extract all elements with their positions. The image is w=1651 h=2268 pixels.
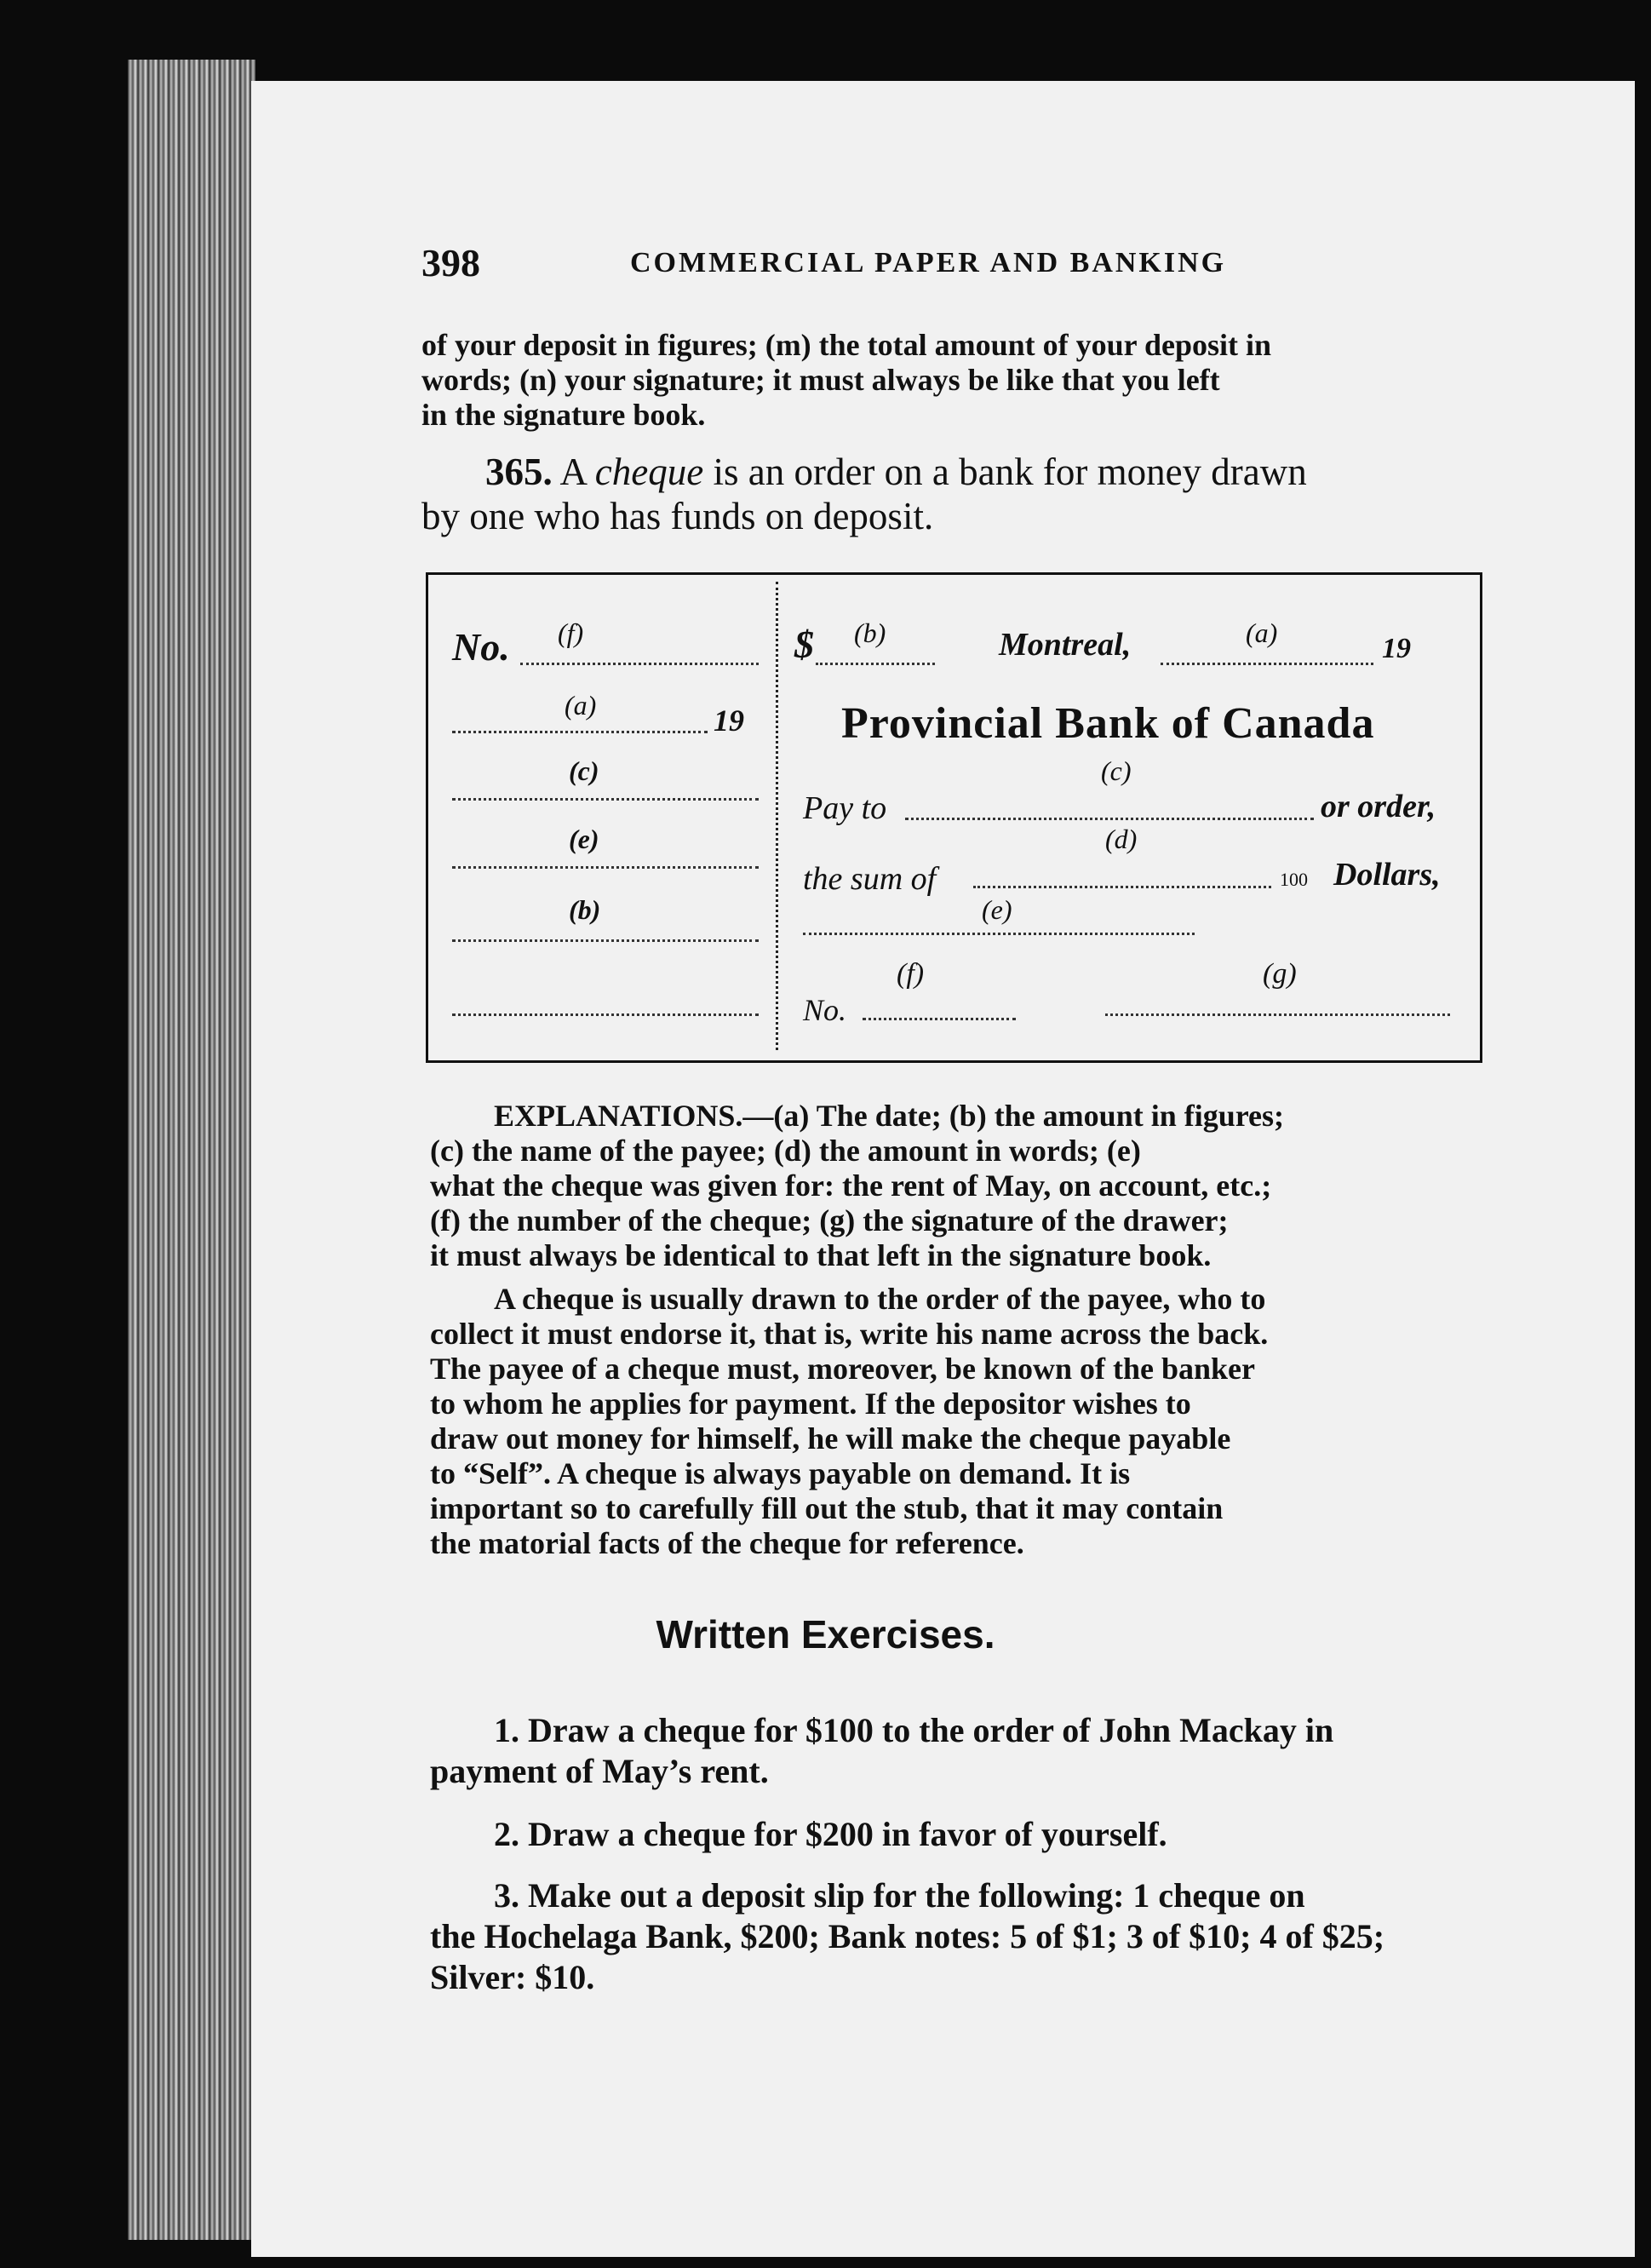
dollars-label: Dollars, [1333,857,1441,893]
main-field-a: (a) [1246,617,1278,648]
main-field-g: (g) [1263,958,1297,990]
note-line: draw out money for himself, he will make the cheque payable [430,1421,1231,1456]
city-name: Montreal, [999,627,1132,663]
exercise-line: 3. Make out a deposit slip for the following: 1 cheque on [494,1876,1305,1915]
note-line: the matorial facts of the cheque for reference. [430,1526,1024,1560]
main-field-c: (c) [1101,755,1132,786]
stub-line [452,1013,759,1016]
intro-line: words; (n) your signature; it must always be like that you left [421,363,1220,397]
stub-no-label: No. [452,625,510,669]
explanation-line: it must always be identical to that left in the signature book. [430,1238,1212,1272]
note-line: to “Self”. A cheque is always payable on demand. It is [430,1456,1131,1490]
stub-field-e: (e) [569,824,599,854]
main-field-b: (b) [854,617,886,648]
definition-text-before: A [559,451,586,493]
stub-year: 19 [714,703,744,738]
payee-line [905,818,1314,820]
main-year: 19 [1382,633,1411,664]
stub-field-c: (c) [569,755,599,786]
bank-name: Provincial Bank of Canada [841,699,1375,748]
cheque-form [426,572,1482,1063]
cheque-definition [421,450,1486,538]
sum-line [973,886,1271,888]
section-number: 365. [485,451,553,493]
stub-field-b: (b) [569,894,601,925]
exercise-1 [430,1710,1490,1792]
main-field-f: (f) [897,958,925,990]
stub-line [452,798,759,801]
definition-line-2: by one who has funds on deposit. [421,495,934,537]
pay-to-label: Pay to [803,790,887,826]
exercise-3 [430,1875,1490,1998]
main-field-e: (e) [982,894,1012,925]
intro-line: of your deposit in figures; (m) the total amount of your deposit in [421,328,1272,362]
note-line: The payee of a cheque must, moreover, be known of the banker [430,1352,1255,1386]
date-line [1161,663,1373,665]
book-page-edges [128,60,255,2240]
intro-paragraph [421,328,1486,433]
definition-text-after: is an order on a bank for money drawn [713,451,1307,493]
explanation-line: EXPLANATIONS.—(a) The date; (b) the amount in figures; [494,1099,1285,1133]
exercise-line: 2. Draw a cheque for $200 in favor of yourself. [494,1815,1167,1853]
cheque-number-line [863,1018,1016,1020]
hundredths: 100 [1280,869,1308,890]
main-no-label: No. [803,993,847,1027]
exercises-heading: Written Exercises. [656,1612,995,1657]
stub-line [452,939,759,942]
page-number: 398 [421,241,480,284]
dollar-sign: $ [794,623,814,666]
purpose-line [803,933,1195,935]
exercise-line: payment of May’s rent. [430,1752,769,1790]
explanations-paragraph [430,1099,1490,1273]
exercise-line: 1. Draw a cheque for $100 to the order of John Mackay in [494,1711,1334,1749]
stub-line [452,731,708,733]
note-line: important so to carefully fill out the stub, that it may contain [430,1491,1224,1525]
intro-line: in the signature book. [421,398,706,432]
stub-field-a: (a) [565,690,597,721]
stub-line [520,663,759,665]
explanation-line: what the cheque was given for: the rent of May, on account, etc.; [430,1168,1272,1203]
explanation-line: (f) the number of the cheque; (g) the signature of the drawer; [430,1203,1229,1237]
cheque-note-paragraph [430,1282,1490,1561]
running-title: COMMERCIAL PAPER AND BANKING [630,247,1227,278]
exercise-line: the Hochelaga Bank, $200; Bank notes: 5 of $1; 3 of $10; 4 of $25; [430,1917,1385,1955]
note-line: to whom he applies for payment. If the depositor wishes to [430,1387,1191,1421]
stub-perforation [776,582,778,1050]
sum-of-label: the sum of [803,861,937,897]
signature-line [1105,1013,1450,1016]
stub-field-f: (f) [558,617,584,648]
amount-line [816,663,935,665]
definition-term: cheque [594,451,704,493]
explanation-line: (c) the name of the payee; (d) the amount in words; (e) [430,1134,1141,1168]
or-order-label: or order, [1321,789,1436,824]
note-line: A cheque is usually drawn to the order of the payee, who to [494,1282,1266,1316]
stub-line [452,866,759,869]
exercise-line: Silver: $10. [430,1958,595,1996]
note-line: collect it must endorse it, that is, write his name across the back. [430,1317,1269,1351]
exercise-2 [430,1814,1490,1855]
main-field-d: (d) [1105,824,1138,854]
